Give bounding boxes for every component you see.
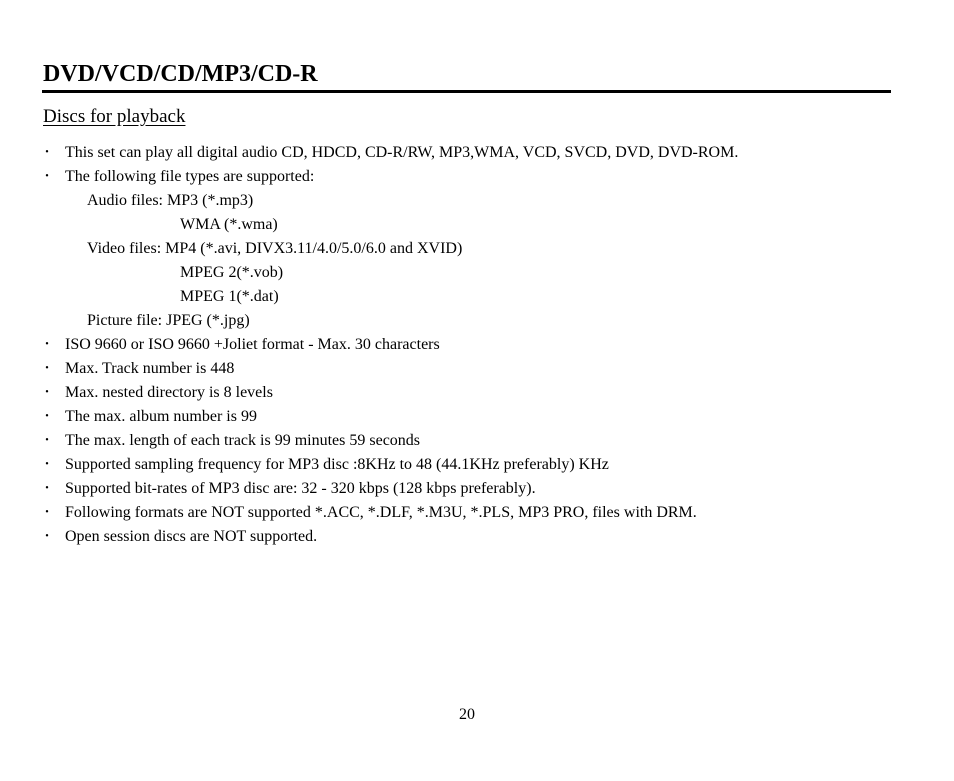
bullet-item	[0, 477, 954, 501]
sub-item-continuation	[0, 261, 954, 285]
bullet-icon: •	[45, 147, 49, 158]
bullet-item	[0, 405, 954, 429]
bullet-text: Supported bit-rates of MP3 disc are: 32 - 320 kbps (128 kbps preferably).	[65, 480, 536, 497]
section-heading: Discs for playback	[43, 106, 186, 127]
bullet-text: Supported sampling frequency for MP3 disc :8KHz to 48 (44.1KHz preferably) KHz	[65, 456, 609, 473]
bullet-icon: •	[45, 339, 49, 350]
continuation-text: MPEG 1(*.dat)	[180, 288, 279, 305]
bullet-text: Open session discs are NOT supported.	[65, 528, 318, 545]
bullet-icon: •	[45, 363, 49, 374]
bullet-text: Max. nested directory is 8 levels	[65, 384, 273, 401]
bullet-icon: •	[45, 411, 49, 422]
supported-formats-list	[0, 141, 954, 549]
bullet-item	[0, 525, 954, 549]
bullet-icon: •	[45, 483, 49, 494]
bullet-item	[0, 381, 954, 405]
bullet-item	[0, 357, 954, 381]
title-divider	[42, 90, 891, 93]
sub-item-continuation	[0, 285, 954, 309]
bullet-item	[0, 165, 954, 189]
bullet-icon: •	[45, 507, 49, 518]
bullet-item	[0, 453, 954, 477]
sub-item	[0, 309, 954, 333]
continuation-text: MPEG 2(*.vob)	[180, 264, 284, 281]
bullet-item	[0, 501, 954, 525]
continuation-text: WMA (*.wma)	[180, 216, 278, 233]
bullet-text: The following file types are supported:	[65, 168, 315, 185]
bullet-item	[0, 333, 954, 357]
bullet-icon: •	[45, 387, 49, 398]
sub-item	[0, 237, 954, 261]
bullet-item	[0, 141, 954, 165]
bullet-text: The max. album number is 99	[65, 408, 257, 425]
bullet-item	[0, 429, 954, 453]
sub-item-text: Picture file: JPEG (*.jpg)	[87, 312, 250, 329]
bullet-icon: •	[45, 531, 49, 542]
sub-item	[0, 189, 954, 213]
bullet-text: Max. Track number is 448	[65, 360, 235, 377]
bullet-text: This set can play all digital audio CD, HDCD, CD-R/RW, MP3,WMA, VCD, SVCD, DVD, DVD-ROM.	[65, 144, 739, 161]
sub-item-text: Audio files: MP3 (*.mp3)	[87, 192, 254, 209]
bullet-icon: •	[45, 435, 49, 446]
bullet-text: The max. length of each track is 99 minutes 59 seconds	[65, 432, 421, 449]
page-number: 20	[459, 706, 475, 723]
bullet-text: ISO 9660 or ISO 9660 +Joliet format - Max. 30 characters	[65, 336, 440, 353]
page-title: DVD/VCD/CD/MP3/CD-R	[43, 61, 318, 87]
bullet-text: Following formats are NOT supported *.ACC, *.DLF, *.M3U, *.PLS, MP3 PRO, files with DRM.	[65, 504, 697, 521]
sub-item-continuation	[0, 213, 954, 237]
sub-item-text: Video files: MP4 (*.avi, DIVX3.11/4.0/5.0/6.0 and XVID)	[87, 240, 463, 257]
bullet-icon: •	[45, 459, 49, 470]
bullet-icon: •	[45, 171, 49, 182]
